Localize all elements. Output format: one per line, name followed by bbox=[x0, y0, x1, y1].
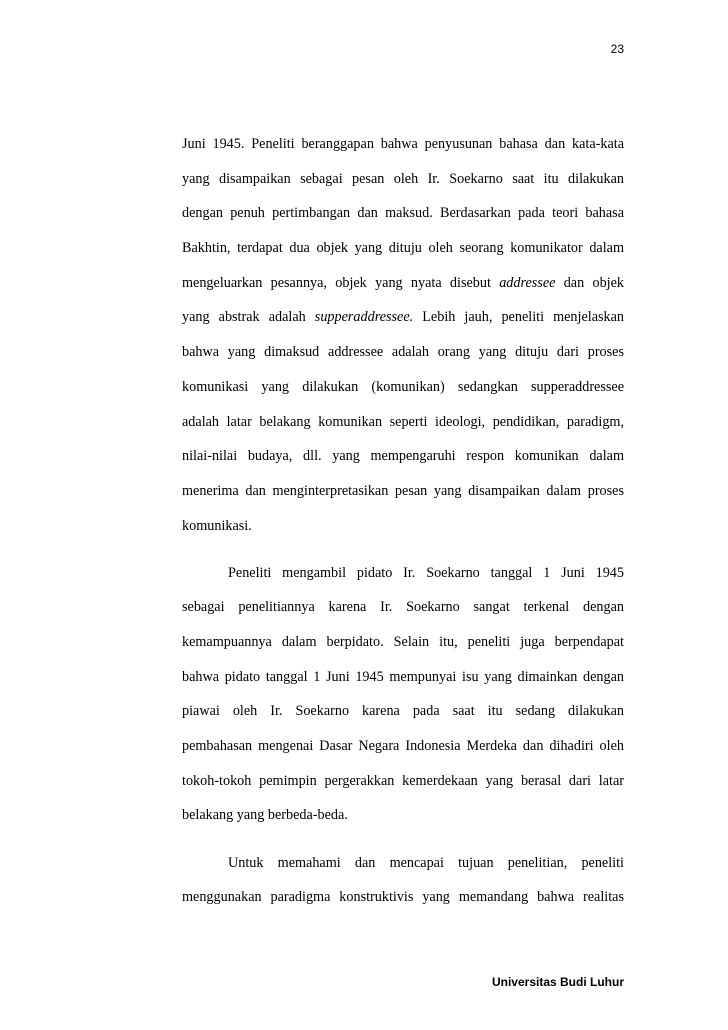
paragraph-line: komunikasi. bbox=[182, 517, 252, 534]
paragraph-line: menerima dan menginterpretasikan pesan yang disampaikan dalam proses bbox=[182, 482, 624, 499]
paragraph-2 bbox=[182, 561, 624, 839]
italic-term: addressee bbox=[499, 274, 556, 291]
paragraph-line: yang disampaikan sebagai pesan oleh Ir. Soekarno saat itu dilakukan bbox=[182, 170, 624, 187]
paragraph-line: menggunakan paradigma konstruktivis yang memandang bahwa realitas bbox=[182, 889, 624, 906]
paragraph-3 bbox=[182, 851, 624, 920]
text-segment: mengeluarkan pesannya, objek yang nyata disebut bbox=[182, 274, 500, 291]
paragraph-line: dengan penuh pertimbangan dan maksud. Berdasarkan pada teori bahasa bbox=[182, 205, 624, 222]
paragraph-line: Untuk memahami dan mencapai tujuan penelitian, peneliti bbox=[228, 854, 624, 871]
paragraph-line bbox=[182, 271, 624, 306]
paragraph-gap bbox=[182, 548, 624, 560]
paragraph-line: pembahasan mengenai Dasar Negara Indonesia Merdeka dan dihadiri oleh bbox=[182, 738, 624, 755]
paragraph-line: adalah latar belakang komunikan seperti ideologi, pendidikan, paradigm, bbox=[182, 413, 624, 430]
text-segment: yang abstrak adalah bbox=[182, 309, 315, 326]
paragraph-line: bahwa pidato tanggal 1 Juni 1945 mempunyai isu yang dimainkan dengan bbox=[182, 668, 624, 685]
document-body bbox=[182, 132, 624, 920]
paragraph-line: piawai oleh Ir. Soekarno karena pada saat itu sedang dilakukan bbox=[182, 703, 624, 720]
paragraph-line: komunikasi yang dilakukan (komunikan) sedangkan supperaddressee bbox=[182, 378, 624, 395]
paragraph-line: Juni 1945. Peneliti beranggapan bahwa penyusunan bahasa dan kata-kata bbox=[182, 136, 624, 152]
text-segment: Lebih jauh, peneliti menjelaskan bbox=[413, 309, 624, 326]
paragraph-line: belakang yang berbeda-beda. bbox=[182, 807, 348, 824]
paragraph-line bbox=[182, 305, 624, 340]
paragraph-line: Peneliti mengambil pidato Ir. Soekarno tanggal 1 Juni 1945 bbox=[228, 564, 624, 581]
text-segment: dan objek bbox=[555, 274, 624, 291]
page-number: 23 bbox=[610, 42, 624, 56]
paragraph-line: tokoh-tokoh pemimpin pergerakkan kemerdekaan yang berasal dari latar bbox=[182, 772, 624, 789]
paragraph-line: bahwa yang dimaksud addressee adalah orang yang dituju dari proses bbox=[182, 344, 624, 361]
paragraph-line: Bakhtin, terdapat dua objek yang dituju oleh seorang komunikator dalam bbox=[182, 240, 624, 257]
paragraph-line: nilai-nilai budaya, dll. yang mempengaruhi respon komunikan dalam bbox=[182, 448, 624, 465]
paragraph-gap bbox=[182, 838, 624, 850]
paragraph-line: sebagai penelitiannya karena Ir. Soekarno sangat terkenal dengan bbox=[182, 599, 624, 616]
italic-term: supperaddressee. bbox=[314, 309, 414, 326]
footer-institution: Universitas Budi Luhur bbox=[491, 975, 624, 989]
paragraph-line: kemampuannya dalam berpidato. Selain itu, peneliti juga berpendapat bbox=[182, 634, 624, 651]
paragraph-1 bbox=[182, 132, 624, 548]
